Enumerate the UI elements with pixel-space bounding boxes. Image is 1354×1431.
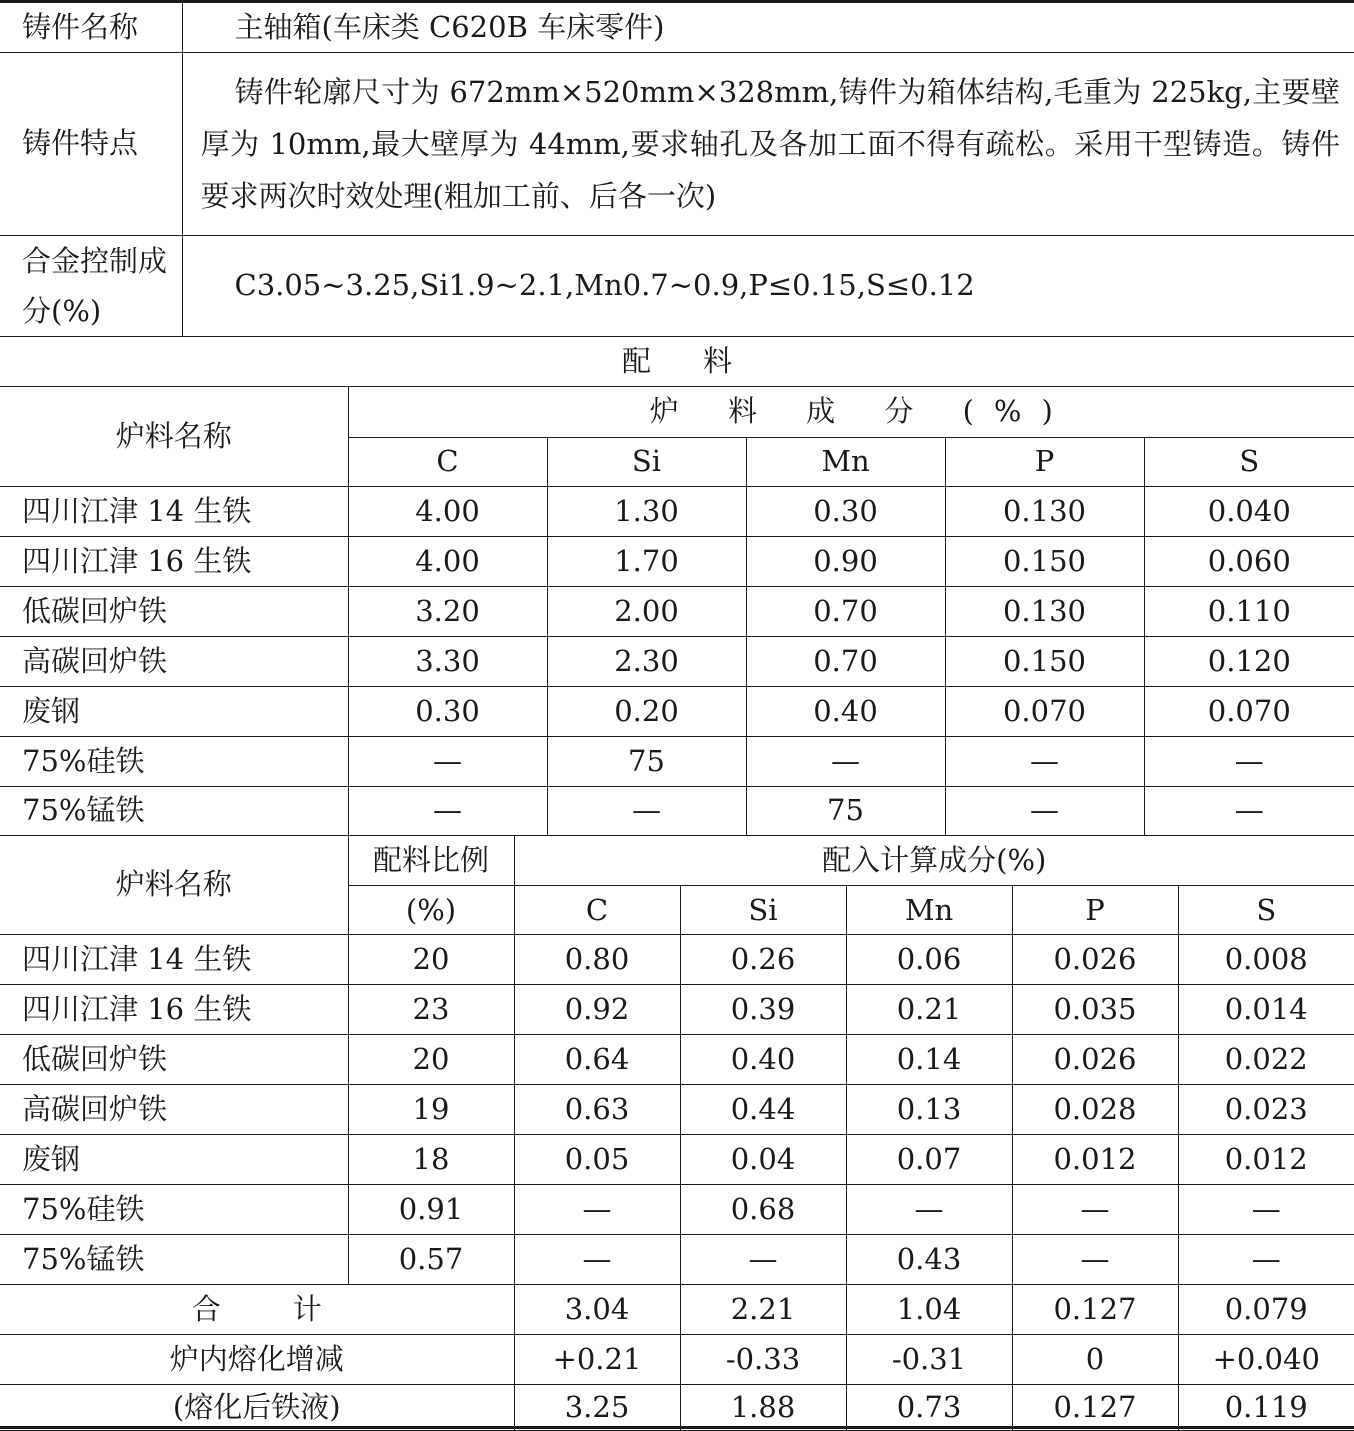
alloy-composition-label: 合金控制成分(%)	[0, 235, 182, 336]
charge-col-si: Si	[547, 437, 746, 486]
table-cell: 3.30	[348, 636, 547, 686]
table-cell: 0.119	[1178, 1385, 1354, 1431]
table-cell: 0.127	[1012, 1285, 1178, 1335]
charge-col-c: C	[348, 437, 547, 486]
alloy-composition-value: C3.05~3.25,Si1.9~2.1,Mn0.7~0.9,P≤0.15,S≤0.12	[182, 235, 1354, 336]
ratio-cell: 0.91	[348, 1185, 514, 1235]
table-cell: 0.90	[746, 536, 945, 586]
table-cell: —	[1144, 736, 1354, 786]
row-name: 四川江津 16 生铁	[0, 536, 348, 586]
ratio-cell: 23	[348, 985, 514, 1035]
table-cell: 0.64	[514, 1035, 680, 1085]
calc-col-s: S	[1178, 886, 1354, 935]
table-cell: —	[1178, 1235, 1354, 1285]
table-cell: 0.39	[680, 985, 846, 1035]
table-cell: 1.88	[680, 1385, 846, 1431]
table-cell: —	[348, 786, 547, 835]
table-cell: —	[846, 1185, 1012, 1235]
table-cell: —	[945, 736, 1144, 786]
table-row	[0, 985, 1354, 1035]
summary-row-total	[0, 1285, 1354, 1335]
table-cell: 2.00	[547, 586, 746, 636]
table-cell: 0.04	[680, 1135, 846, 1185]
table-cell: —	[514, 1235, 680, 1285]
row-name: 75%锰铁	[0, 786, 348, 835]
table-cell: 0.68	[680, 1185, 846, 1235]
charge-name-header: 炉料名称	[0, 387, 348, 486]
ratio-cell: 18	[348, 1135, 514, 1185]
table-cell: +0.040	[1178, 1335, 1354, 1385]
row-name: 75%锰铁	[0, 1235, 348, 1285]
ratio-cell: 0.57	[348, 1235, 514, 1285]
calc-ratio-header: 配料比例	[348, 836, 514, 886]
table-row	[0, 486, 1354, 536]
table-cell: —	[746, 736, 945, 786]
row-name: 75%硅铁	[0, 1185, 348, 1235]
table-cell: 2.21	[680, 1285, 846, 1335]
calc-col-mn: Mn	[846, 886, 1012, 935]
table-cell: 0.079	[1178, 1285, 1354, 1335]
table-row	[0, 935, 1354, 985]
row-name: 废钢	[0, 686, 348, 736]
charge-group-header: 炉 料 成 分 (%)	[348, 387, 1354, 437]
calc-name-header: 炉料名称	[0, 836, 348, 935]
total-label: 合计	[0, 1285, 514, 1335]
row-name: 75%硅铁	[0, 736, 348, 786]
row-name: 四川江津 16 生铁	[0, 985, 348, 1035]
row-name: 低碳回炉铁	[0, 586, 348, 636]
casting-name-label: 铸件名称	[0, 3, 182, 52]
table-cell: 0.012	[1178, 1135, 1354, 1185]
table-cell: 0.70	[746, 586, 945, 636]
summary-row-molten-iron	[0, 1385, 1354, 1431]
table-cell: —	[1178, 1185, 1354, 1235]
row-name: 低碳回炉铁	[0, 1035, 348, 1085]
table-cell: 0.70	[746, 636, 945, 686]
table-cell: 0.070	[1144, 686, 1354, 736]
table-cell: —	[1012, 1235, 1178, 1285]
table-cell: -0.31	[846, 1335, 1012, 1385]
table-cell: 0.20	[547, 686, 746, 736]
charge-col-p: P	[945, 437, 1144, 486]
table-cell: 0.040	[1144, 486, 1354, 536]
batching-title: 配料	[0, 337, 1354, 387]
table-cell: —	[945, 786, 1144, 835]
table-cell: 0.012	[1012, 1135, 1178, 1185]
calc-col-p: P	[1012, 886, 1178, 935]
table-cell: 1.70	[547, 536, 746, 586]
table-cell: 0.022	[1178, 1035, 1354, 1085]
table-cell: 0.44	[680, 1085, 846, 1135]
table-cell: 2.30	[547, 636, 746, 686]
table-cell: 0.30	[348, 686, 547, 736]
batching-title-row	[0, 337, 1354, 388]
table-cell: 0.026	[1012, 935, 1178, 985]
table-row	[0, 586, 1354, 636]
table-row	[0, 1185, 1354, 1235]
calculated-composition-table	[0, 836, 1354, 1431]
table-cell: 1.04	[846, 1285, 1012, 1335]
molten-iron-label: (熔化后铁液)	[0, 1385, 514, 1431]
table-cell: 3.25	[514, 1385, 680, 1431]
charge-col-s: S	[1144, 437, 1354, 486]
table-cell: 0	[1012, 1335, 1178, 1385]
table-cell: 0.127	[1012, 1385, 1178, 1431]
melt-change-label: 炉内熔化增减	[0, 1335, 514, 1385]
table-cell: 0.63	[514, 1085, 680, 1135]
table-cell: 0.120	[1144, 636, 1354, 686]
table-row	[0, 1085, 1354, 1135]
row-name: 高碳回炉铁	[0, 1085, 348, 1135]
table-cell: —	[680, 1235, 846, 1285]
table-cell: 0.14	[846, 1035, 1012, 1085]
table-cell: 0.40	[746, 686, 945, 736]
ratio-cell: 19	[348, 1085, 514, 1135]
casting-feature-value: 铸件轮廓尺寸为 672mm×520mm×328mm,铸件为箱体结构,毛重为 225kg,主要壁厚为 10mm,最大壁厚为 44mm,要求轴孔及各加工面不得有疏松。采用干型铸造。铸件要求两次时效处理(粗加工前、后各一次)	[182, 52, 1354, 235]
calc-group-header: 配入计算成分(%)	[514, 836, 1354, 886]
table-cell: 0.060	[1144, 536, 1354, 586]
charge-composition-table	[0, 387, 1354, 836]
casting-name-value: 主轴箱(车床类 C620B 车床零件)	[182, 3, 1354, 52]
table-cell: 75	[746, 786, 945, 835]
table-cell: -0.33	[680, 1335, 846, 1385]
table-cell: —	[1144, 786, 1354, 835]
table-row	[0, 536, 1354, 586]
casting-info-table	[0, 3, 1354, 337]
table-cell: 0.023	[1178, 1085, 1354, 1135]
table-cell: 75	[547, 736, 746, 786]
table-cell: 0.07	[846, 1135, 1012, 1185]
row-name: 废钢	[0, 1135, 348, 1185]
table-cell: 0.150	[945, 536, 1144, 586]
table-cell: 4.00	[348, 536, 547, 586]
table-cell: 0.05	[514, 1135, 680, 1185]
table-cell: 1.30	[547, 486, 746, 536]
table-cell: 0.150	[945, 636, 1144, 686]
table-row	[0, 1235, 1354, 1285]
table-cell: 0.43	[846, 1235, 1012, 1285]
calc-col-c: C	[514, 886, 680, 935]
table-cell: 0.130	[945, 486, 1144, 536]
table-cell: 3.20	[348, 586, 547, 636]
table-row	[0, 786, 1354, 835]
table-cell: 4.00	[348, 486, 547, 536]
casting-feature-label: 铸件特点	[0, 52, 182, 235]
table-cell: —	[547, 786, 746, 835]
table-cell: 0.070	[945, 686, 1144, 736]
row-name: 四川江津 14 生铁	[0, 935, 348, 985]
ratio-cell: 20	[348, 1035, 514, 1085]
charge-col-mn: Mn	[746, 437, 945, 486]
table-cell: 0.13	[846, 1085, 1012, 1135]
table-cell: 0.110	[1144, 586, 1354, 636]
table-row	[0, 636, 1354, 686]
table-row	[0, 736, 1354, 786]
table-row	[0, 1135, 1354, 1185]
table-cell: 0.30	[746, 486, 945, 536]
table-cell: 0.80	[514, 935, 680, 985]
table-cell: —	[348, 736, 547, 786]
table-cell: —	[1012, 1185, 1178, 1235]
table-cell: 0.014	[1178, 985, 1354, 1035]
table-cell: 0.008	[1178, 935, 1354, 985]
calc-col-si: Si	[680, 886, 846, 935]
row-name: 高碳回炉铁	[0, 636, 348, 686]
table-cell: 0.40	[680, 1035, 846, 1085]
table-cell: 0.73	[846, 1385, 1012, 1431]
table-cell: 0.035	[1012, 985, 1178, 1035]
table-cell: 0.06	[846, 935, 1012, 985]
calc-ratio-unit: (%)	[348, 886, 514, 935]
table-cell: 0.21	[846, 985, 1012, 1035]
table-cell: 0.026	[1012, 1035, 1178, 1085]
table-cell: 0.028	[1012, 1085, 1178, 1135]
table-cell: 0.130	[945, 586, 1144, 636]
table-cell: 3.04	[514, 1285, 680, 1335]
table-cell: +0.21	[514, 1335, 680, 1385]
row-name: 四川江津 14 生铁	[0, 486, 348, 536]
table-cell: 0.92	[514, 985, 680, 1035]
summary-row-melt-change	[0, 1335, 1354, 1385]
table-row	[0, 686, 1354, 736]
table-row	[0, 1035, 1354, 1085]
table-cell: —	[514, 1185, 680, 1235]
ratio-cell: 20	[348, 935, 514, 985]
table-cell: 0.26	[680, 935, 846, 985]
